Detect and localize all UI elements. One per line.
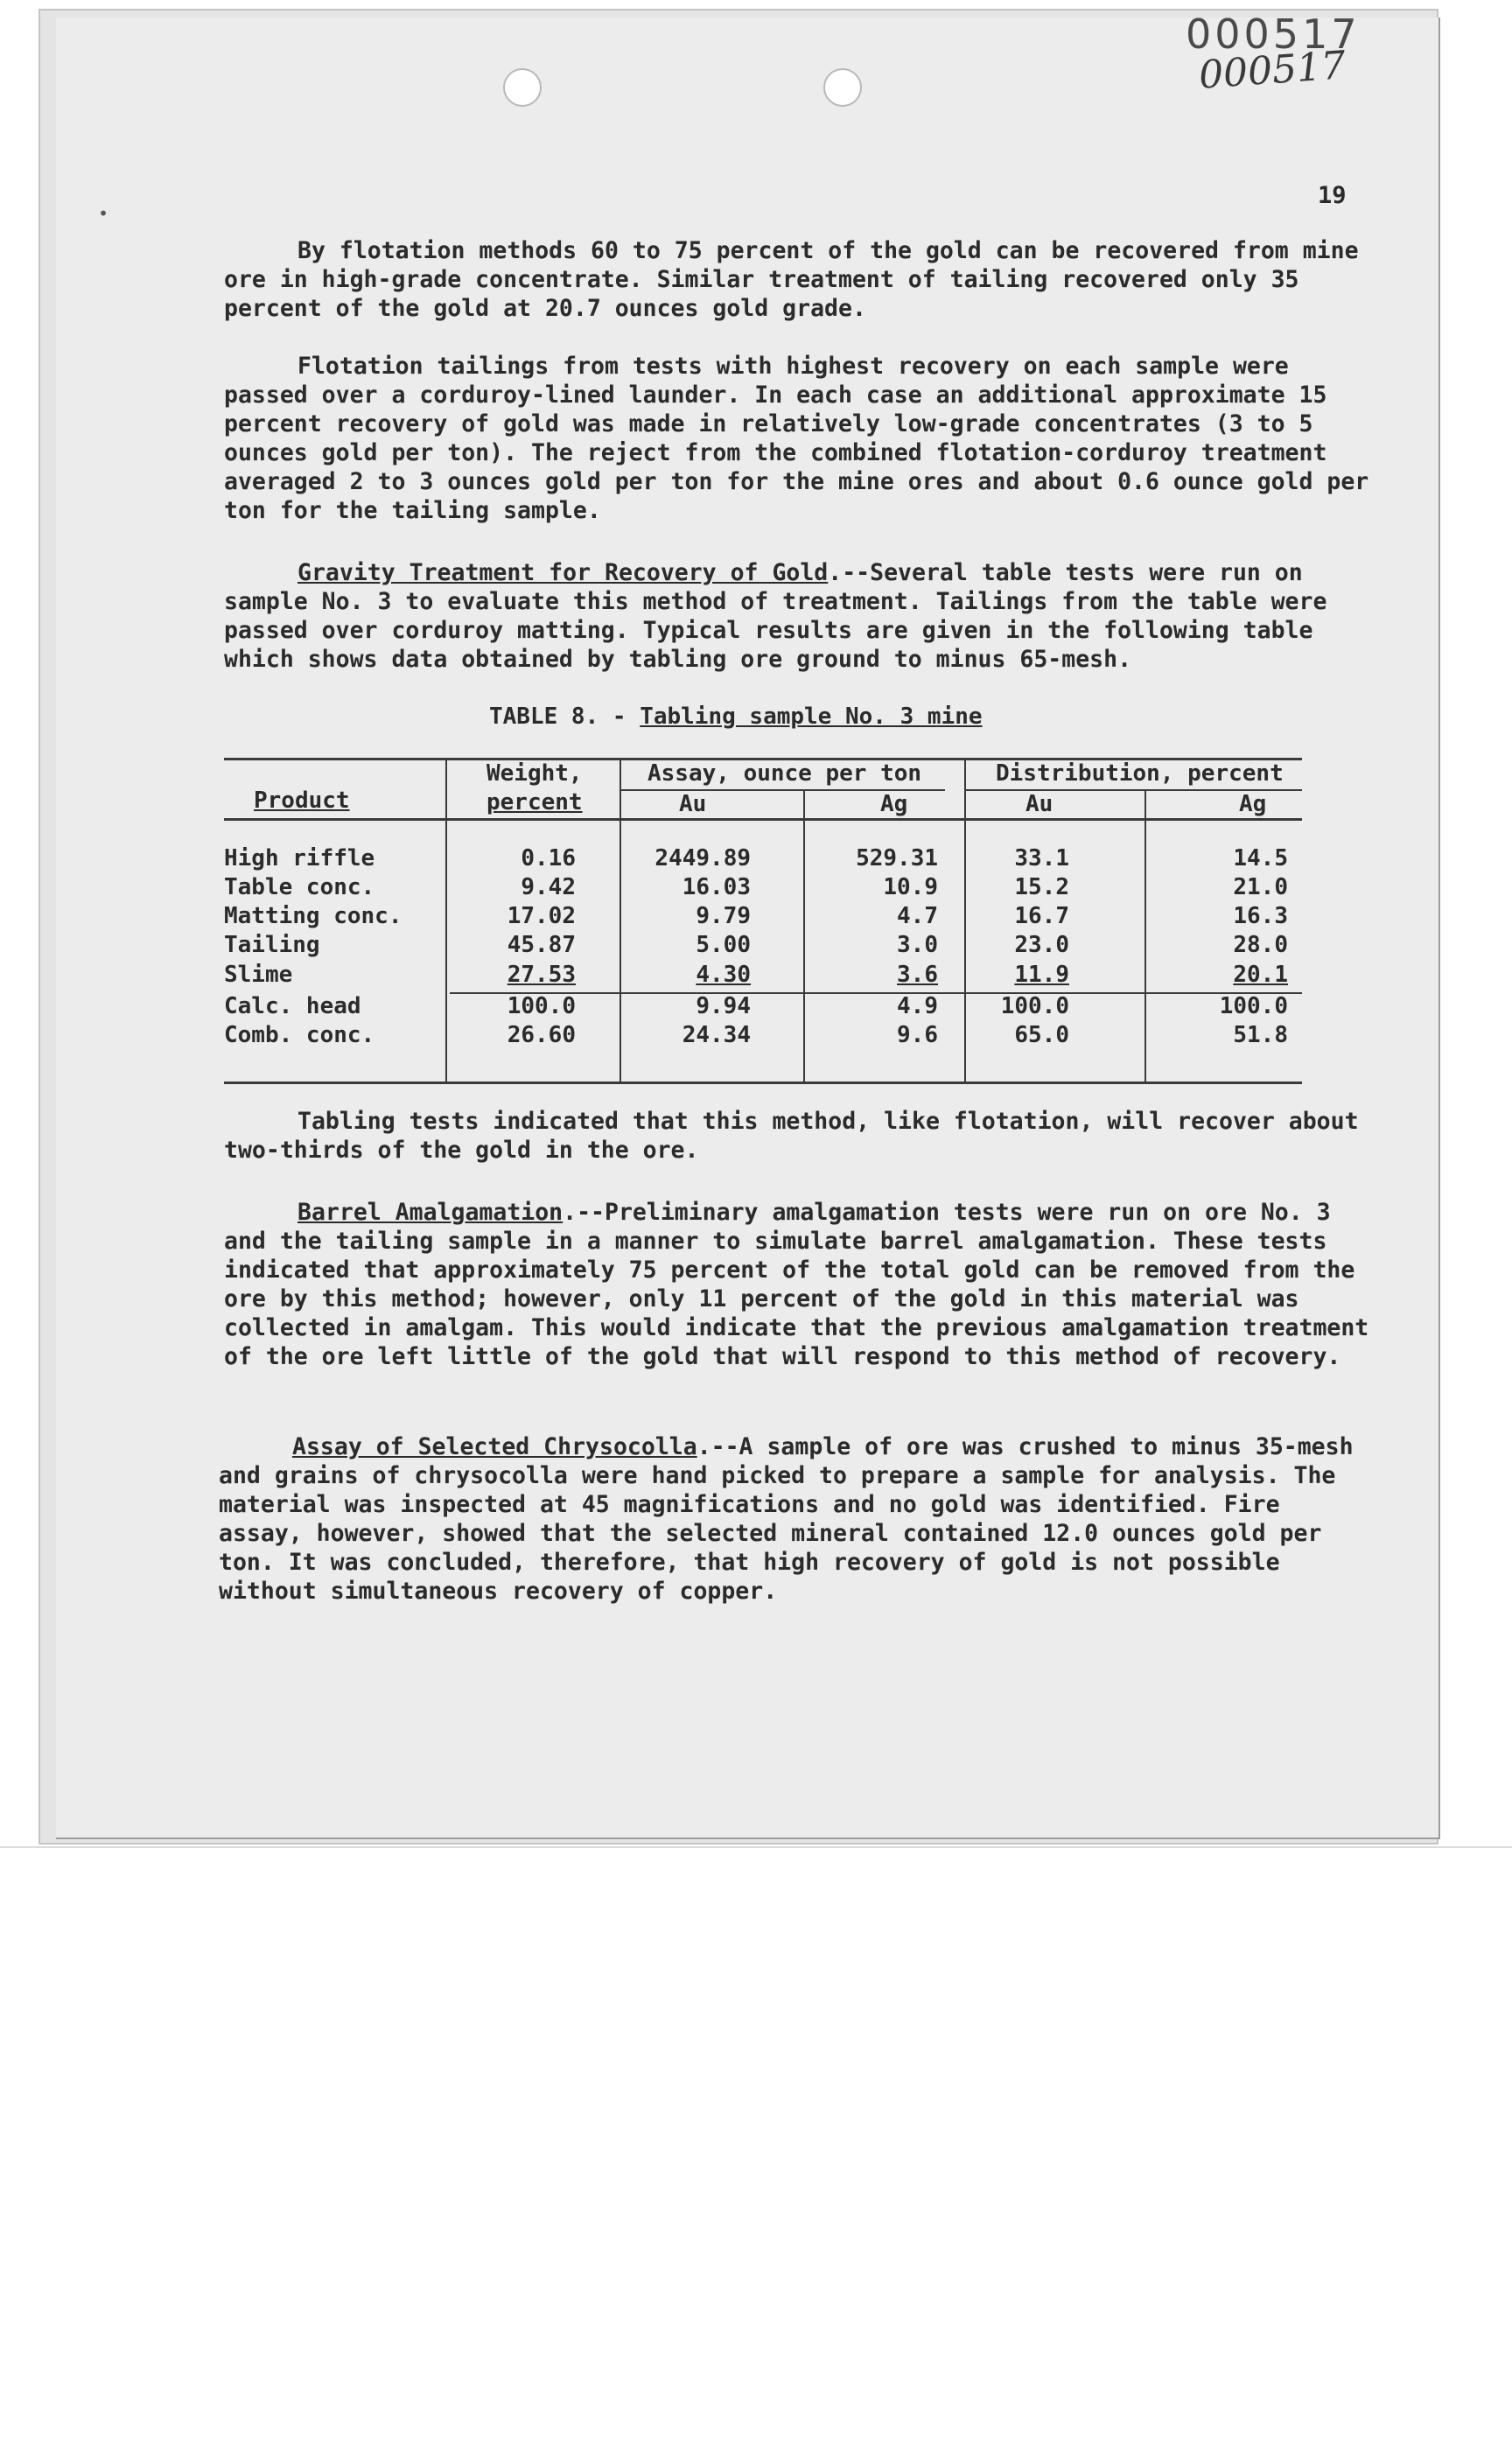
col-divider-3 <box>803 789 805 1082</box>
table-row-assay-ag: 529.31 <box>856 845 938 872</box>
header-bottom-rule <box>224 818 1302 821</box>
table-row-weight: 100.0 <box>507 993 576 1019</box>
table-row-dist-ag: 14.5 <box>1233 845 1288 872</box>
page-number: 19 <box>1318 182 1347 209</box>
table-row-assay-ag: 10.9 <box>883 874 938 900</box>
table-row-weight: 27.53 <box>507 962 576 988</box>
header-distribution: Distribution, percent <box>996 760 1284 787</box>
table-row-weight: 26.60 <box>507 1022 576 1048</box>
totals-rule <box>450 992 1302 994</box>
heading-barrel-amalgamation: Barrel Amalgamation <box>298 1199 564 1226</box>
table-caption-title: Tabling sample No. 3 mine <box>640 704 983 730</box>
table-caption-prefix: TABLE 8. - <box>489 704 640 730</box>
table-row-weight: 9.42 <box>521 874 576 900</box>
stamp-number: 000517 <box>1186 10 1361 58</box>
header-assay-au: Au <box>679 791 707 817</box>
chrysocolla-assay-body: .--A sample of ore was crushed to minus 35-mesh and grains of chrysocolla were hand picked to prepare a sample for analysis. The material was inspected at 45 magnifications and no gold was identified. Fire assay, however, showed that the selected mineral contained 12.0 ounces gold per ton. It was concluded, therefore, that high recovery of gold is not possible without simultaneous recovery of copper. <box>219 1433 1354 1605</box>
table-row-weight: 0.16 <box>521 845 576 872</box>
table-row-dist-au: 65.0 <box>1014 1022 1069 1048</box>
table-row-product: Matting conc. <box>224 903 402 929</box>
table-row-assay-ag: 3.6 <box>897 962 938 988</box>
header-assay-ag: Ag <box>880 791 908 817</box>
table-row-dist-au: 16.7 <box>1014 903 1069 929</box>
header-assay: Assay, ounce per ton <box>648 760 922 787</box>
table-row-product: Calc. head <box>224 993 361 1019</box>
paragraph-flotation-tailings: Flotation tailings from tests with highest recovery on each sample were passed over a corduroy-lined launder. In each case an additional approximate 15 percent recovery of gold was made in relatively low-grade concentrates (3 to 5 ounces gold per ton). The reject from the combined flotation-corduroy treatment averaged 2 to 3 ounces gold per ton for the mine ores and about 0.6 ounce gold per ton for the tailing sample. <box>224 353 1369 524</box>
header-weight-unit: percent <box>486 789 583 816</box>
header-weight: Weight, <box>486 760 583 787</box>
table-row-product: Tailing <box>224 932 320 958</box>
col-divider-5 <box>1144 789 1146 1082</box>
scan-edge <box>0 1846 1512 1848</box>
table-row-assay-ag: 3.0 <box>897 932 938 958</box>
header-dist-ag: Ag <box>1239 791 1267 817</box>
table-row-dist-ag: 20.1 <box>1233 962 1288 988</box>
col-divider-2 <box>620 758 621 1082</box>
table-row-dist-au: 23.0 <box>1014 932 1069 958</box>
table-row-dist-ag: 100.0 <box>1219 993 1288 1019</box>
header-product: Product <box>254 788 350 814</box>
table-row-weight: 17.02 <box>507 903 576 929</box>
table-row-dist-ag: 16.3 <box>1233 903 1288 929</box>
header-dist-au: Au <box>1026 791 1054 817</box>
col-divider-4 <box>964 758 966 1082</box>
table-row-product: Table conc. <box>224 874 375 900</box>
table-row-weight: 45.87 <box>507 932 576 958</box>
barrel-amalgamation-body: .--Preliminary amalgamation tests were run on ore No. 3 and the tailing sample in a manner to simulate barrel amalgamation. These tests indicated that approximately 75 percent of the total gold can be removed from the ore by this method; however, only 11 percent of the gold in this material was collected in amalgam. This would indicate that the previous amalgamation treatment of the ore left little of the gold that will respond to this method of recovery. <box>224 1199 1369 1370</box>
table-bottom-rule <box>224 1082 1302 1084</box>
table-row-dist-au: 11.9 <box>1014 962 1069 988</box>
gravity-treatment-body: .--Several table tests were run on sample No. 3 to evaluate this method of treatment. Tailings from the table were passed over corduroy matting. Typical results are given in the following table which shows data obtained by tabling ore ground to minus 65-mesh. <box>224 559 1327 673</box>
handwritten-number: 000517 <box>1197 43 1348 98</box>
table-row-dist-ag: 51.8 <box>1233 1022 1288 1048</box>
table-row-dist-au: 100.0 <box>1000 993 1069 1019</box>
table-row-assay-ag: 9.6 <box>897 1022 938 1048</box>
table-row-assay-au: 9.79 <box>696 903 751 929</box>
tabling-table <box>0 0 1512 1138</box>
table-row-dist-ag: 28.0 <box>1233 932 1288 958</box>
paragraph-chrysocolla-assay <box>219 1432 1370 1606</box>
heading-chrysocolla-assay: Assay of Selected Chrysocolla <box>292 1433 697 1460</box>
table-row-dist-au: 15.2 <box>1014 874 1069 900</box>
paragraph-flotation: By flotation methods 60 to 75 percent of the gold can be recovered from mine ore in high-grade concentrate. Similar treatment of tailing recovered only 35 percent of the gold at 20.7 ounces gold grade. <box>224 237 1359 322</box>
table-row-assay-au: 5.00 <box>696 932 751 958</box>
table-row-dist-ag: 21.0 <box>1233 874 1288 900</box>
table-row-product: Slime <box>224 962 293 988</box>
col-divider-1 <box>445 758 447 1082</box>
paragraph-barrel-amalgamation <box>224 1198 1376 1371</box>
table-row-dist-au: 33.1 <box>1014 845 1069 872</box>
table-row-assay-ag: 4.9 <box>897 993 938 1019</box>
margin-mark: • <box>98 203 109 224</box>
table-row-assay-au: 2449.89 <box>654 845 751 872</box>
table-row-product: Comb. conc. <box>224 1022 375 1048</box>
table-row-product: High riffle <box>224 845 375 872</box>
heading-gravity-treatment: Gravity Treatment for Recovery of Gold <box>298 559 829 586</box>
table-row-assay-ag: 4.7 <box>897 903 938 929</box>
table-row-assay-au: 16.03 <box>682 874 751 900</box>
table-row-assay-au: 9.94 <box>696 993 751 1019</box>
table-row-assay-au: 4.30 <box>696 962 751 988</box>
table-row-assay-au: 24.34 <box>682 1022 751 1048</box>
paragraph-tabling-conclusion: Tabling tests indicated that this method, like flotation, will recover about two-thirds of the gold in the ore. <box>224 1108 1359 1164</box>
